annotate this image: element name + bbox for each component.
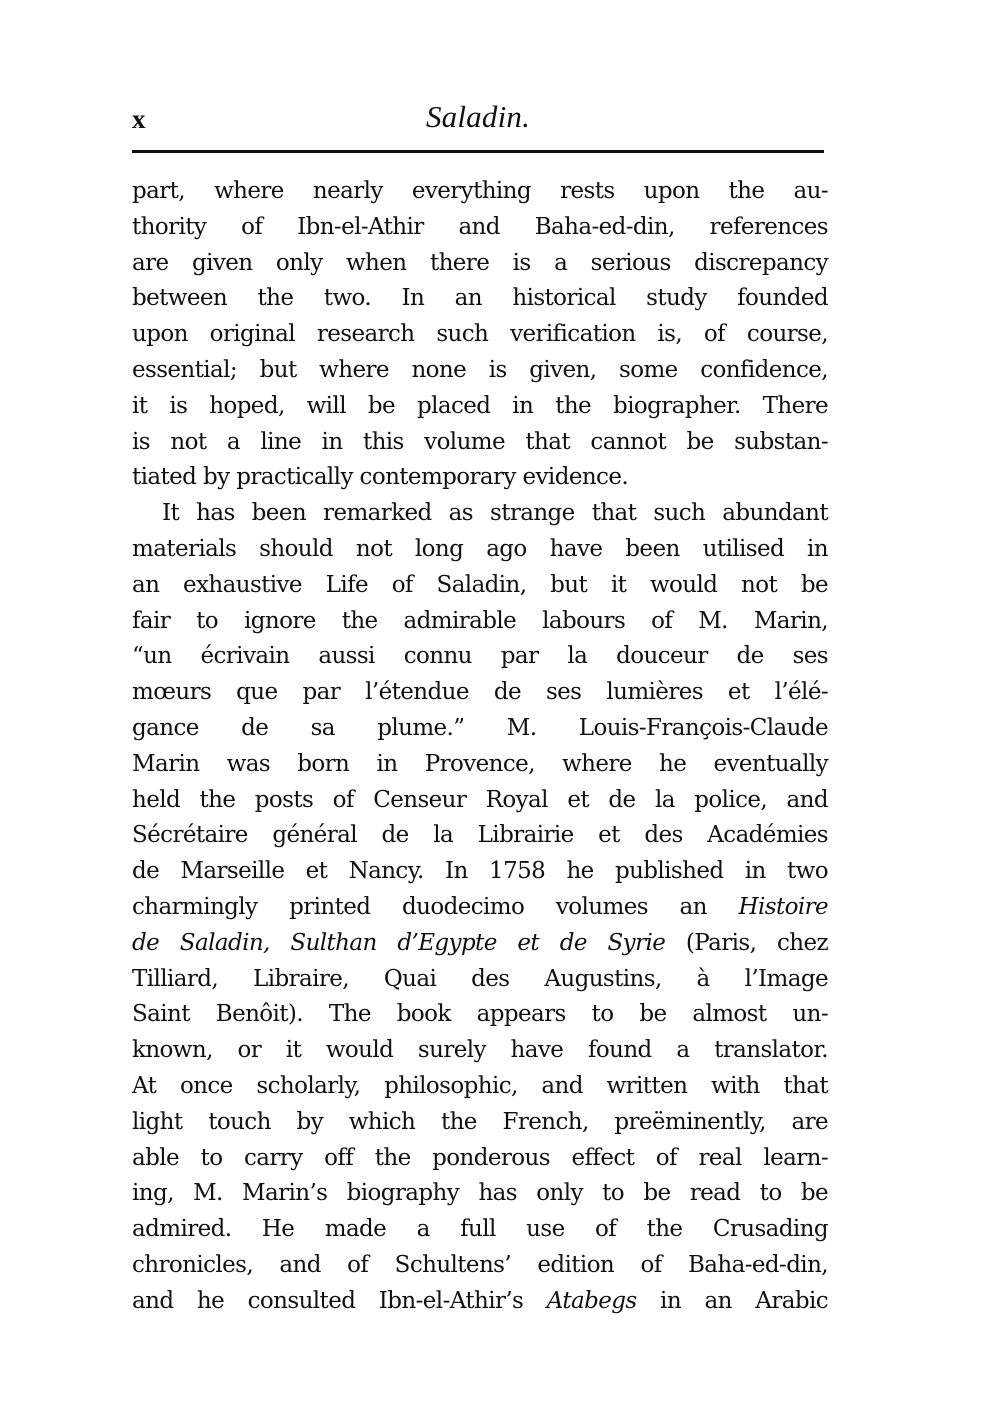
text-line [132, 926, 828, 962]
book-title-italic: Atabegs [546, 1287, 637, 1314]
page-number: x [132, 104, 146, 134]
running-title: Saladin. [425, 99, 531, 134]
text-line: known, or it would surely have found a translator. [132, 1037, 828, 1064]
text-line: Sécrétaire général de la Librairie et des Académies [132, 822, 828, 849]
text-line: are given only when there is a serious discrepancy [132, 249, 828, 276]
body-text [132, 174, 828, 1320]
text-line: thority of Ibn-el-Athir and Baha-ed-din, references [132, 213, 828, 240]
text-line: upon original research such verification is, of course, [132, 321, 828, 348]
text-line: able to carry off the ponderous effect of real learn- [132, 1144, 828, 1171]
text-line: between the two. In an historical study founded [132, 285, 828, 312]
text-line: materials should not long ago have been utilised in [132, 535, 828, 562]
text-line [132, 890, 828, 926]
text-line: At once scholarly, philosophic, and written with that [132, 1072, 828, 1099]
text-line: Saint Benôit). The book appears to be almost un- [132, 1001, 828, 1028]
text-line: “un écrivain aussi connu par la douceur de ses [132, 643, 828, 670]
text-line: ing, M. Marin’s biography has only to be read to be [132, 1180, 828, 1207]
text-line: an exhaustive Life of Saladin, but it would not be [132, 571, 828, 598]
line-text: in an Arabic [636, 1287, 828, 1314]
book-title-italic: de Saladin, Sulthan d’Egypte et de Syrie [132, 929, 666, 956]
text-line: tiated by practically contemporary evidence. [132, 464, 629, 491]
text-line: essential; but where none is given, some confidence, [132, 356, 828, 383]
line-text: charmingly printed duodecimo volumes an [132, 893, 739, 920]
text-line: fair to ignore the admirable labours of M. Marin, [132, 607, 828, 634]
text-line: part, where nearly everything rests upon the au- [132, 178, 828, 204]
text-line: It has been remarked as strange that such abundant [162, 500, 828, 527]
book-title-italic: Histoire [738, 893, 828, 920]
line-text: and he consulted Ibn-el-Athir’s [132, 1287, 547, 1314]
running-header [132, 98, 824, 142]
text-line: held the posts of Censeur Royal et de la police, and [132, 786, 828, 813]
text-line: light touch by which the French, preëminently, are [132, 1108, 828, 1135]
text-line: Tilliard, Libraire, Quai des Augustins, à l’Image [132, 965, 828, 992]
text-line: gance de sa plume.” M. Louis-François-Claude [132, 714, 828, 741]
text-line: chronicles, and of Schultens’ edition of Baha-ed-din, [132, 1251, 828, 1278]
text-line: admired. He made a full use of the Crusading [132, 1216, 828, 1243]
text-line: de Marseille et Nancy. In 1758 he published in two [132, 858, 828, 885]
text-line [132, 1284, 828, 1320]
text-line: is not a line in this volume that cannot be substan- [132, 428, 828, 455]
text-line: mœurs que par l’étendue de ses lumières et l’élé- [132, 679, 828, 706]
line-text: (Paris, chez [665, 929, 828, 956]
text-line: it is hoped, will be placed in the biographer. There [132, 392, 828, 419]
text-line: Marin was born in Provence, where he eventually [132, 750, 828, 777]
header-rule [132, 150, 824, 153]
